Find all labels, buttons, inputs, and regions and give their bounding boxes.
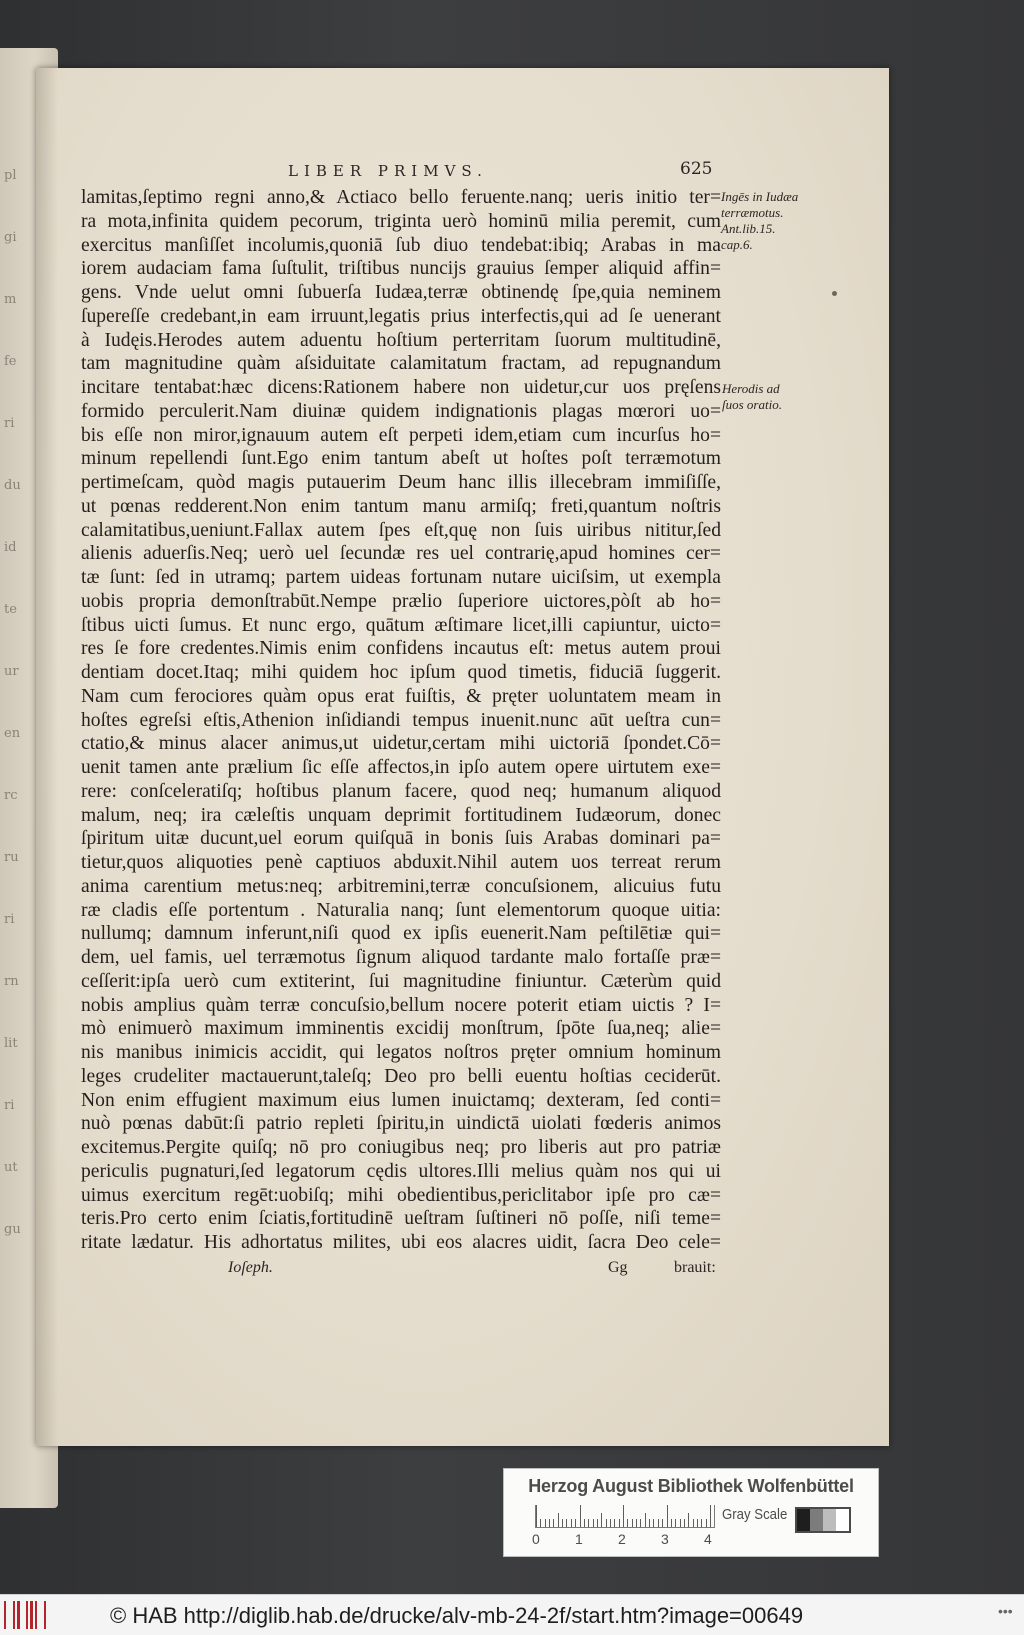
text-line: nullumq; damnum inferunt,niſi quod ex ipſis euenerit.Nam peſtilētiæ qui= [81,923,721,945]
ruler-tick [623,1505,624,1527]
text-line: rere: conſceleratiſq; hoſtibus planum facere, quod neq; humanum aliquod [81,780,721,802]
ruler-tick [653,1519,654,1527]
margin-note-earthquake: Ingēs in Iudæa terræmotus. Ant.lib.15. cap.6. [721,189,799,252]
text-line: ceſſerit:ipſa uerò cum extiterint, ſui magnitudine finiuntur. Cæterùm quid [81,970,721,992]
text-line: nuò pœnas dabūt:ſi patrio repleti ſpiritu,in uindictā uiolati fœderis animos [81,1113,721,1135]
ruler-label: 0 [532,1531,540,1547]
gray-swatch-cell [836,1509,849,1531]
text-line: res ſe fore credentes.Nimis enim confidens incautus eſt: metus autem proui [81,638,721,660]
text-line: minum repellendi ſunt.Ego enim tantum abeſt ut hoſtes poſt terræmotum [81,448,721,470]
text-line: periculis pugnaturi,ſed legatorum cędis ultores.Illi melius quàm nos qui ui [81,1160,721,1182]
facing-page-fragment: du [4,478,21,493]
gathering-mark: Gg [608,1259,628,1276]
logo-bar [39,1601,41,1629]
text-line: excitemus.Pergite quiſq; nō pro coniugibus neq; pro liberis aut pro patriæ [81,1137,721,1158]
facing-page-fragment: te [4,602,17,617]
logo-bar [30,1601,32,1629]
facing-page-fragment: fe [4,354,17,369]
logo-bar [44,1601,46,1629]
text-line: ſupereſſe credebant,in eam irruunt,legatis prius interfectis,qui ad ſe uenerant [81,305,721,327]
ruler-tick [545,1519,546,1527]
ruler-tick [710,1505,711,1527]
gray-scale-label: Gray Scale [722,1506,788,1523]
facing-page-fragment: ur [4,664,19,679]
text-line: ſtibus uicti ſumus. Et nunc ergo, quātum æſtimare licet,illi capiuntur, uicto= [81,614,721,636]
facing-page-fragment: en [4,726,21,741]
facing-page-fragment: ri [4,416,15,431]
logo-bar [35,1601,37,1629]
ruler-tick [640,1519,641,1527]
text-line: formido perculerit.Nam diuinæ quidem indignationis plagas mœrori uo= [81,400,721,422]
ruler-tick [614,1519,615,1527]
text-line: exercitus manſiſſet incolumis,quoniā ſub diuo tendebat:ibiq; Arabas in ma [81,234,721,256]
text-line: ra mota,infinita quidem pecorum, triginta uerò hominū milia peremit, cum [81,210,721,232]
ruler-tick [558,1513,559,1527]
facing-page-fragment: ri [4,912,15,927]
facing-page-fragment: id [4,540,17,555]
ruler-tick [632,1519,633,1527]
ruler-tick [575,1519,576,1527]
facing-page-fragment: ut [4,1160,18,1175]
text-line: hoſtes egreſsi eſtis,Athenion inſidiandi tempus inuenit.nunc aūt ueſtra cun= [81,709,721,731]
main-text [81,186,721,1255]
text-line: nis manibus inimicis accidit, qui legatos noſtros pręter omnium hominum [81,1042,721,1063]
facing-page-fragment: lit [4,1036,18,1051]
ruler-tick [658,1519,659,1527]
ruler-tick [684,1519,685,1527]
facing-page-fragment: ri [4,1098,15,1113]
ruler-tick [580,1505,581,1527]
ruler-tick [701,1519,702,1527]
ruler-tick [693,1519,694,1527]
text-line: ut pœnas redderent.Non enim tantum manu armiſq; freti,quantum noſtris [81,495,721,517]
catchword: brauit: [674,1259,716,1276]
ruler-tick [627,1519,628,1527]
text-line: tæ ſunt: ſed in utramq; partem uideas fortunam nutare uiciſsim, ut exempla [81,567,721,588]
ruler-label: 4 [704,1531,712,1547]
facing-page-fragment: m [4,292,17,307]
logo-bar [17,1601,19,1629]
ruler-tick [588,1519,589,1527]
calibration-card [503,1468,879,1557]
ruler-tick [697,1519,698,1527]
text-line: uenit tamen ante prælium ſic eſſe affectos,in ipſo autem opere uirtutem exe= [81,757,721,778]
text-line: anima carentium metus:neq; arbitremini,terræ concuſsionem, alicuius futu [81,875,721,897]
running-title: LIBER PRIMVS. [288,162,488,180]
ruler-tick [610,1519,611,1527]
facing-page-fragment: ru [4,850,19,865]
ruler-tick [662,1519,663,1527]
text-line: Non enim effugient maximum eius lumen inuictamq; dexteram, ſed conti= [81,1089,721,1111]
text-line: mò enimuerò maximum imminentis excidij monſtrum, ſpōte ſua,neq; alie= [81,1018,721,1040]
text-line: dem, uel famis, uel terræmotus ſignum aliquod tardante malo fortaſſe præ= [81,947,721,968]
text-line: dentiam docet.Itaq; mihi quidem hoc ipſum quod timetis, fiduciā ſuggerit. [81,662,721,683]
ruler-tick [553,1519,554,1527]
ruler-label: 3 [661,1531,669,1547]
text-line: nobis amplius quàm terræ concuſsio,bellum nocere poterit etiam uictis ? I= [81,994,721,1016]
text-line: lamitas,ſeptimo regni anno,& Actiaco bello feruente.nanq; ueris initio ter= [81,187,721,208]
ruler-label: 2 [618,1531,626,1547]
footer-url-text[interactable]: © HAB http://diglib.hab.de/drucke/alv-mb-24-2f/start.htm?image=00649 [110,1603,804,1628]
ink-speck [832,291,837,296]
logo-bar [26,1601,28,1629]
logo-bar [4,1601,6,1629]
hab-logo-icon [4,1601,46,1629]
ruler-tick [636,1519,637,1527]
facing-page-fragment: pl [4,168,17,183]
text-line: Nam cum ferociores quàm opus erat fuiſtis, & pręter uoluntatem meam in [81,685,721,707]
ruler-tick [597,1519,598,1527]
ruler-tick [667,1505,668,1527]
ruler-tick [571,1519,572,1527]
text-line: à Iudęis.Herodes autem aduentu hoſtium perterritam ſuorum multitudinē, [81,329,721,351]
ruler-tick [619,1519,620,1527]
facing-page-fragment: gi [4,230,17,245]
text-line: tietur,quos aliquoties penè captiuos abduxit.Nihil autem uos terreat rerum [81,852,721,873]
text-line: uimus exercitum regēt:uobiſq; mihi obedientibus,periclitabor ipſe pro cæ= [81,1184,721,1206]
ruler-tick [540,1519,541,1527]
gray-swatch-cell [810,1509,823,1531]
ruler-tick [649,1519,650,1527]
text-line: ſpiritum uitæ ducunt,uel eorum quiſquā in bonis ſuis Arabas dominari pa= [81,828,721,850]
card-title: Herzog August Bibliothek Wolfenbüttel [528,1476,854,1496]
text-line: alienis aduerſis.Neq; uerò uel ſecundæ res uel contrarię,apud homines cer= [81,543,721,565]
page-number: 625 [680,159,713,179]
facing-page-fragment: gu [4,1222,21,1237]
ruler-tick [688,1513,689,1527]
ruler-tick [601,1513,602,1527]
logo-bar [8,1601,10,1629]
text-line: ræ cladis eſſe portentum . Naturalia nanq; ſunt elementorum quoque uitia: [81,899,721,921]
ruler-tick [606,1519,607,1527]
ruler-tick [562,1519,563,1527]
ruler-tick [549,1519,550,1527]
text-line: ritate lædatur. His adhortatus milites, ubi eos alacres uidit, ſacra Deo cele= [81,1232,721,1253]
facing-page-fragment: rn [4,974,19,989]
signature-mark: Ioſeph. [228,1259,273,1276]
gray-swatch-cell [797,1509,810,1531]
scale-ruler [535,1505,715,1528]
text-line: malum, neq; ira cæleſtis unquam deprimit fortitudinem Iudæorum, donec [81,804,721,826]
text-line: tam magnitudine quàm aſsiduitate calamitatum fractam, ad repugnandum [81,353,721,375]
text-line: iorem audaciam fama ſuſtulit, triſtibus nuncijs grauius ſemper aliquid affin= [81,258,721,280]
gutter-shadow [36,68,58,1446]
margin-note-oration: Herodis ad ſuos oratio. [722,381,782,412]
logo-bar [22,1601,24,1629]
logo-bar [13,1601,15,1629]
text-line: incitare tentabat:hæc dicens:Rationem habere non uidetur,cur uos pręſens [81,377,721,398]
text-line: leges crudeliter mactauerunt,taleſq; Deo pro belli euentu hoſtias ceciderūt. [81,1065,721,1087]
facing-page-fragment: rc [4,788,18,803]
ruler-tick [680,1519,681,1527]
ruler-tick [566,1519,567,1527]
running-head [0,159,1024,184]
text-line: gens. Vnde uelut omni ſubuerſa Iudæa,terræ obtinendę ſpe,quia neminem [81,282,721,303]
ruler-tick [584,1519,585,1527]
ruler-tick [671,1519,672,1527]
ruler-tick [536,1505,537,1527]
ruler-tick [675,1519,676,1527]
gray-scale-swatch [795,1507,851,1533]
ruler-tick [645,1513,646,1527]
ruler-tick [593,1519,594,1527]
ruler-label: 1 [575,1531,583,1547]
footer-bar [0,1594,1024,1635]
text-line: uobis propria demonſtrabūt.Nempe prælio ſuperiore uictores,pòſt ab ho= [81,590,721,612]
text-line: bis eſſe non miror,ignauum autem eſt perpeti idem,etiam cum incurſus ho= [81,424,721,446]
gray-swatch-cell [823,1509,836,1531]
ruler-tick [706,1519,707,1527]
text-line: ctatio,& minus alacer animus,ut uidetur,certam mihi uictoriā ſpondet.Cō= [81,733,721,755]
text-line: pertimeſcam, quòd magis putauerim Deum hanc illis illecebram immiſiſſe, [81,472,721,493]
text-line: teris.Pro certo enim ſciatis,fortitudinē ueſtram ſuſtineri nō poſſe, niſi teme= [81,1208,721,1230]
text-line: calamitatibus,ueniunt.Fallax autem ſpes eſt,quę non ſuis uiribus nititur,ſed [81,519,721,541]
more-icon[interactable]: ••• [998,1603,1013,1619]
